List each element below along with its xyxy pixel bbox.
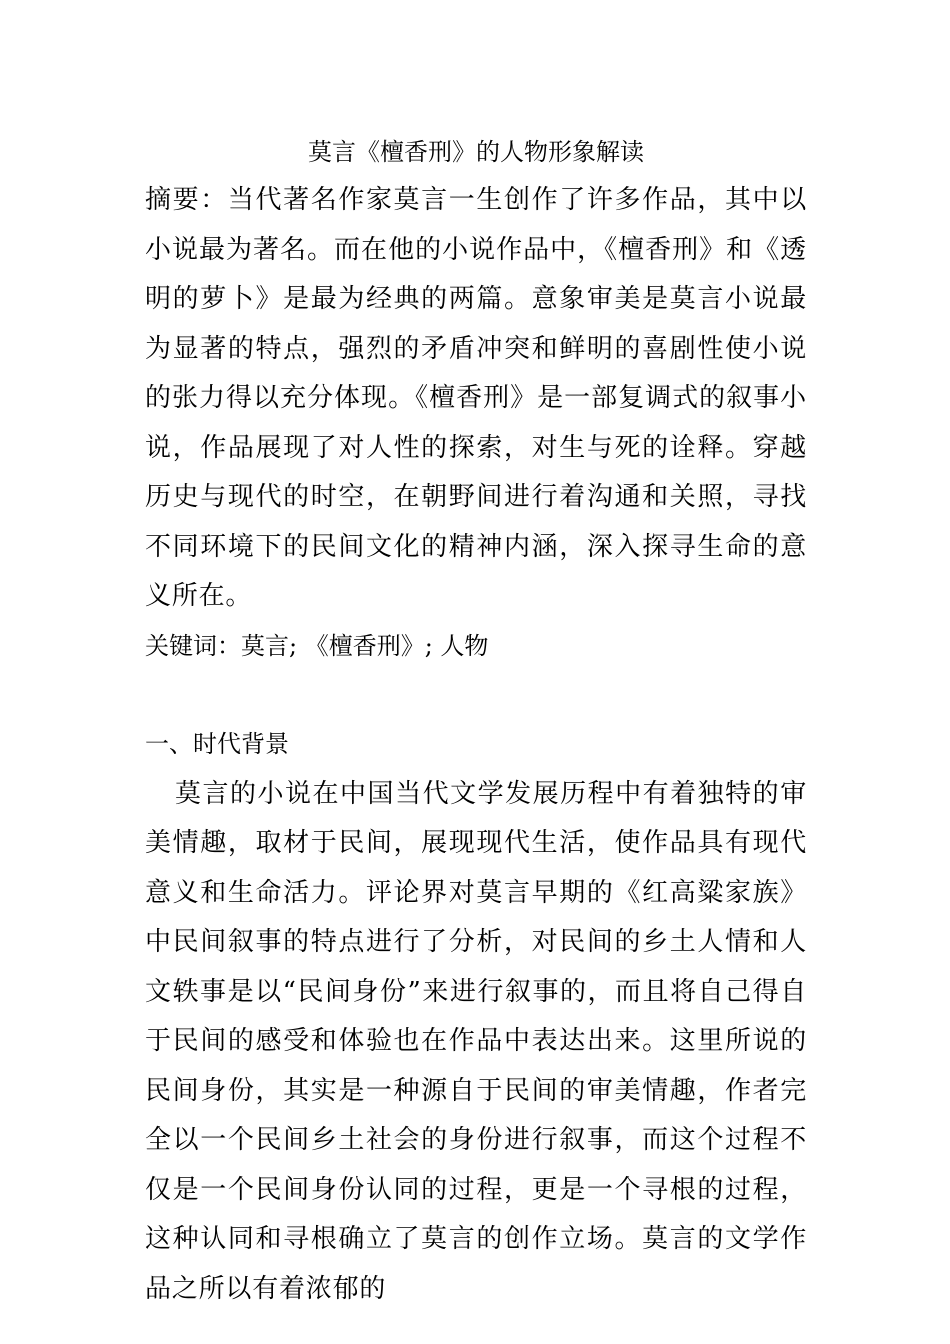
section-heading: 一、时代背景 xyxy=(145,730,289,758)
document-page xyxy=(145,128,807,1314)
document-title: 莫言《檀香刑》的人物形象解读 xyxy=(308,138,644,166)
abstract-paragraph: 摘要：当代著名作家莫言一生创作了许多作品，其中以小说最为著名。而在他的小说作品中，《檀香刑》和《透明的萝卜》是最为经典的两篇。意象审美是莫言小说最为显著的特点，强烈的矛盾冲突和鲜明的喜剧性使小说的张力得以充分体现。《檀香刑》是一部复调式的叙事小说，作品展现了对人性的探索，对生与死的诠释。穿越历史与现代的时空，在朝野间进行着沟通和关照，寻找不同环境下的民间文化的精神内涵，深入探寻生命的意义所在。 xyxy=(145,185,807,611)
section-body-paragraph: 莫言的小说在中国当代文学发展历程中有着独特的审美情趣，取材于民间，展现现代生活，使作品具有现代意义和生命活力。评论界对莫言早期的《红高粱家族》中民间叙事的特点进行了分析，对民间的乡土人情和人文轶事是以“民间身份”来进行叙事的，而且将自己得自于民间的感受和体验也在作品中表达出来。这里所说的民间身份，其实是一种源自于民间的审美情趣，作者完全以一个民间乡土社会的身份进行叙事，而这个过程不仅是一个民间身份认同的过程，更是一个寻根的过程，这种认同和寻根确立了莫言的创作立场。莫言的文学作品之所以有着浓郁的 xyxy=(145,778,807,1304)
keywords-line: 关键词：莫言; 《檀香刑》; 人物 xyxy=(145,631,489,660)
section-spacer xyxy=(145,671,807,720)
